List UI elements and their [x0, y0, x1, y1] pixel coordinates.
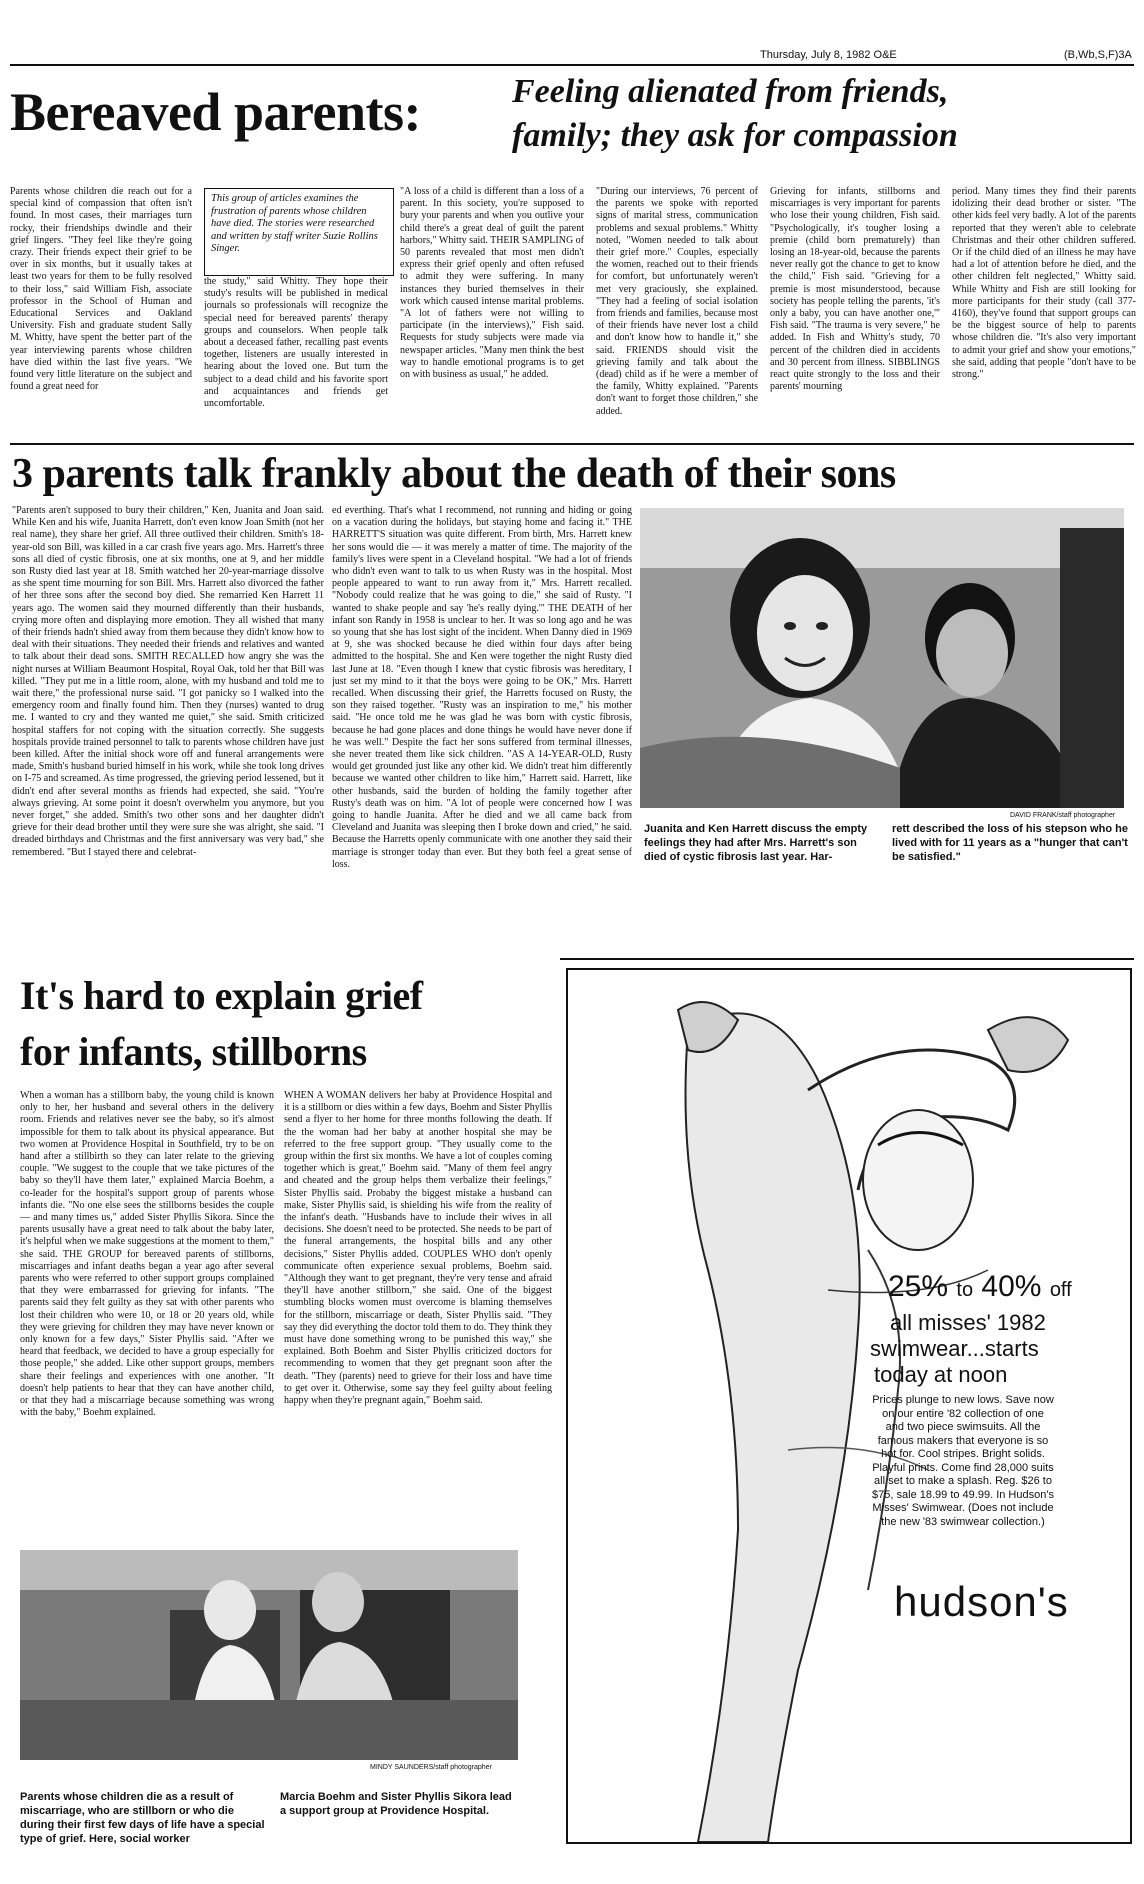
article3-headline: [20, 968, 423, 1080]
harrett-caption-a: Juanita and Ken Harrett discuss the empty feelings they had after Mrs. Harrett's son died of cystic fibrosis last year. Har-: [644, 823, 868, 863]
ad-body: Prices plunge to new lows. Save now on our entire '82 collection of one and two piece swimsuits. All the famous makers that everyone is so hot for. Cool stripes. Bright solids. Playful prints. Come find 28,000 suits all set to make a splash. Reg. $26 to $75, sale 18.99 to 49.99. In Hudson's Misses' Swimwear. (Does not include the new '83 swimwear collection.): [872, 1394, 1054, 1528]
intro-box: [204, 188, 394, 276]
article3-col1: When a woman has a stillborn baby, the young child is known only to her, her husband and several others in the delivery room. Friends and relatives never see the baby, so it's almost impossible for them to talk about its physical appearance. But two women at Providence Hospital in Southfield, try to be on hand after a stillbirth so they can later relate to the grieving couple. "We suggest to the couple that we take pictures of the baby so they'll have them later," explained Marcia Boehm, a co-leader for the hospital's support group of parents whose infants die. "No one else sees the stillborns besides the couple — and many times us," added Sister Phyllis Sikora. Since the parents ususally have a great need to talk about the baby later, it's helpful when we make suggestions at the moment to them," she said. THE GROUP for bereaved parents of stillborns, miscarriages and infant deaths began a year ago after several parents who were referred to other support groups complained that they were embarrassed for grieving for infants. "The parents said they felt guilty as they sat with other parents who lost their children who were 10, or 18 or 20 years old, while they were grieving for children they may have never known or only known for a few days," Sister Phyllis said. "After we heard that feedback, we decided to have a group especially for those people," she added. Like other support groups, members share their feelings and experiences with one another. "It doesn't help patients to hear that they can have another child, or that they had a miscarriage because something was wrong with the baby," Boehm explained.: [20, 1090, 274, 1419]
article1-subhead-line1: Feeling alienated from friends,: [512, 73, 949, 110]
edition-code: (B,Wb,S,F)3A: [1064, 49, 1132, 61]
ad-pct-high: 40%: [981, 1270, 1042, 1303]
article1-col2: the study," said Whitty. They hope their study's results will be published in medical journals so professionals will recognize the special need for bereaved parents' therapy groups and counselors. When people talk about a deceased father, recalling past events together, listeners are usually interested in hearing about the loved one. But turn the subject to a dead child and his favorite sport and acquaintances and friends get uncomfortable.: [204, 276, 388, 410]
support-group-photo: [20, 1550, 518, 1760]
harrett-photo-credit: DAVID FRANK/staff photographer: [1010, 812, 1116, 819]
ad-line3: swimwear...starts: [870, 1336, 1039, 1361]
article3-col2: WHEN A WOMAN delivers her baby at Providence Hospital and it is a stillborn or dies within a few days, Boehm and Sister Phyllis send a flyer to her home for three months following the death. If the the woman had her baby at another hospital she may be referred to the free support group. "They usually come to the group within the first six months. We have a lot of couples coming together which is great," Boehm said. "Many of them feel angry and cheated and the group helps them verbalize their feelings," Sister Phyllis said. Probaby the biggest mistake a husband can make, Sister Phyllis said, is shielding his wife from the reality of the infant's death. "Husbands have to include their wives in all decisions. She doesn't need to be protected. She needs to be part of the funeral arrangements, the hospital bills and any other decisions," Sister Phyllis added. COUPLES WHO don't openly communicate often experience sexual problems, Boehm said. "Although they want to get pregnant, they're very tense and afraid they'll have another stillborn," she said. One of the biggest stumbling blocks women must overcome is blaming themselves for the stillborn, miscarriage or death, Sister Phyllis said. "They say they did everything the doctor told them to do. They think they must have done something wrong to be punished this way," she explained. Both Boehm and Sister Phyllis criticized doctors for recommending to women that they get pregnant soon after the death. "They (parents) need to grieve for their loss and have time to get over it. Otherwise, some say they feel guilty about feeling happy when they're pregnant again," Boehm said.: [284, 1090, 552, 1407]
ad-brand-logo: hudson's: [894, 1578, 1069, 1625]
dateline: [760, 49, 897, 61]
article1-rule: [10, 443, 1134, 445]
article3-headline-line1: It's hard to explain grief: [20, 973, 423, 1018]
article1-col3: "A loss of a child is different than a loss of a parent. In this society, you're supposed to bury your parents and when you outlive your child there's a great deal of guilt the parent harbors," Whitty said. THEIR SAMPLING of 50 parents revealed that most men didn't express their grief openly and often refused to admit they were suffering. In many instances they buried themselves in their work which caused intense marital problems. "A lot of fathers were not willing to participate (in the interviews)," Fish said. Requests for study subjects were made via newspaper articles. "Many men think the best way to handle emotional programs is to get on with business as usual," he added.: [400, 186, 584, 381]
ad-line2: all misses' 1982: [890, 1310, 1046, 1335]
intro-box-text: This group of articles examines the frustration of parents whose children have died. The stories were researched and written by staff writer Suzie Rollins Singer.: [211, 193, 378, 254]
section-name: O&E: [873, 49, 897, 61]
ad-headline: [888, 1270, 1072, 1307]
support-group-photo-image: [20, 1550, 518, 1760]
support-group-caption-a: Parents whose children die as a result of miscarriage, who are stillborn or who die during their first few days of life have a special type of grief. Here, social worker: [20, 1791, 265, 1845]
hudsons-swimwear-ad: [566, 968, 1132, 1844]
ad-off-word: off: [1049, 1279, 1072, 1301]
support-group-caption-b: Marcia Boehm and Sister Phyllis Sikora lead a support group at Providence Hospital.: [280, 1791, 512, 1817]
article1-col4: "During our interviews, 76 percent of the parents we spoke with reported signs of marital stress, communication problems and sexual problems." Whitty noted, "Women needed to talk about their grief more." Couples, especially the women, reached out to their friends for comfort, but unfortunately weren't met very graciously, she explained. "They had a feeling of social isolation from friends and families, because most of their friends have never lost a child and don't know how to handle it," she said. FRIENDS should visit the grieving family and talk about the (dead) child as if he were a member of the family, Whitty explained. "Parents don't want to forget those children," she added.: [596, 186, 758, 417]
issue-date: Thursday, July 8, 1982: [760, 49, 871, 61]
article3-headline-line2: for infants, stillborns: [20, 1029, 367, 1074]
article1-subhead: [512, 70, 958, 158]
article2-headline: 3 parents talk frankly about the death of their sons: [12, 451, 896, 497]
ad-to-word: to: [956, 1279, 974, 1301]
harrett-photo: [640, 508, 1124, 808]
article1-col6: period. Many times they find their parents idolizing their dead brother or sister. "The other kids feel very badly. A lot of the parents reported that they weren't able to celebrate Christmas and their other children suffered. Or if the child died of an illness he may have had a lot of attention before he died, and the other children felt neglected," Whitty said. While Whitty and Fish are still looking for more participants for their study (call 377-4160), they've found that support groups can be the biggest source of help to parents whose children die. "It's also very important to admit your grief and show your emotions," she said, adding that people "don't have to be strong.": [952, 186, 1136, 381]
article1-col5: Grieving for infants, stillborns and miscarriages is very important for parents who lose their young children, Fish said. "Psychologically, it's tougher losing a premie (child born prematurely) than losing an 18-year-old, because the parents never really got the chance to get to know the child," Fish said. "Grieving for a premie is most misunderstood, because society has people telling the parents, 'it's only a baby, you can have another one,'" Fish said. "The trauma is very severe," he added. In Fish and Whitty's study, 70 percent of the children died in accidents and 30 percent from illness. SIBBLINGS react quite strongly to the loss and their parents' mourning: [770, 186, 940, 393]
header-rule: [10, 64, 1134, 66]
article2-rule: [560, 958, 1134, 960]
article1-col1: Parents whose children die reach out for a special kind of compassion that often isn't found. In most cases, their marriages turn rocky, their friendships dwindle and their grief lingers. "They feel like they're going crazy. Their friends expect their grief to be over in six months, but it usually takes at least two years for them to be fully resolved to their loss," said William Fish, associate professor in the School of Human and Educational Services and Oakland University. Fish and graduate student Sally M. Whitty, have spent the better part of the year interviewing parents whose children have died within the last five years. "We found very little literature on the subject and found a great need for: [10, 186, 192, 393]
article1-subhead-line2: family; they ask for compassion: [512, 117, 958, 154]
ad-pct-low: 25%: [888, 1270, 949, 1303]
support-group-photo-credit: MINDY SAUNDERS/staff photographer: [370, 1764, 492, 1771]
article2-col2: ed everthing. That's what I recommend, not running and hiding or going on a vacation during the holidays, but staying home and facing it." THE HARRETT'S situation was quite different. From birth, Mrs. Harrett knew her sons would die — it was merely a matter of time. The majority of the family's lives were spent in a Cleveland hospital. "We had a lot of friends who didn't even want to talk to us when Rusty was in the hospital. Most people appeared to want to run away from it," Mrs. Harrett recalled. "Nobody could realize that he was going to die," she said of Rusty. "I wanted to shake people and say 'he's really dying.'" THE DEATH of her infant son Randy in 1958 is unclear to her. It was so long ago and he was so young that she has lost sight of the incident. When Danny died in 1969 at 9, she was shocked because he died within four days after being admitted to the hospital. She and Ken were together the night Rusty died last June at 18. "Even though I knew that cystic fibrosis was hereditary, I just set my mind to it that the boys were going to be OK," Mrs. Harrett recalled. When discussing their grief, the Harretts focused on Rusty, the son they raised together. "Rusty was an inspiration to me," his mother said. "He once told me he was glad he was born with cystic fibrosis, because he had gone places and done things he would have never done if he was well." Despite the fact her sons suffered from terminal illnesses, she never treated them like sick children. "AS A 14-YEAR-OLD, Rusty would get grounded just like any other kid. We didn't treat him differently because we wanted other children to like him," Harrett said. Harrett, like other husbands, said the burden of holding the family together after Rusty's death was on him. "A lot of people were concerned how I was going to handle Juanita. After he died and we all came back from Cleveland and Juanita was sleeping then I broke down and cried," he said. Because the Harretts openly communicate with one another they said their marriage is stronger today than ever. But they both feel a great sense of loss.: [332, 505, 632, 870]
harrett-photo-image: [640, 508, 1124, 808]
article2-col1: "Parents aren't supposed to bury their children," Ken, Juanita and Joan said. While Ken and his wife, Juanita Harrett, don't even know Joan Smith (not her real name), they share her grief. All three outlived their children. Smith's 18-year-old son Bill, was killed in a car crash five years ago. Mrs. Harrett's three sons all died of cystic fibrosis, one at six months, one at 9, and her middle son Rusty died last year at 18. Smith watched her 20-year-marriage dissolve as she spent time mourning for son Bill. Mrs. Harrett also divorced the father of her three sons after the second boy died. She remarried Ken Harrett 11 years ago. The women said they mourned differently than their husbands, crying more often and displaying more emotion. They all wished that many of their friends hadn't shied away from them because they didn't know how to deal with their situations. They needed their friends and relatives and wanted to talk about their dead sons. SMITH RECALLED how angry she was the night nurses at William Beaumont Hospital, Royal Oak, told her that Bill was killed. "They put me in a little room, alone, with my husband and told me to wait there," the professional nurse said. "I got panicky so I walked into the emergency room and finally found him. Then they (nurses) wanted to drug me. I wanted to cry and they wanted me quiet," she said. Smith criticized hospital staffers for not coping with the situation correctly. She suggests hospitals provide trained personnel to talk to parents whose children have just been killed. After the initial shock wore off and funeral arrangements were made, Smith's husband buried himself in his work, while she took long drives on I-75 and screamed. As time progressed, the grieving period lessened, but it didn't end after several months as friends had expected, she said. "You're always grieving. At some point it doesn't overwhelm you anymore, but you never forget," she added. Smith's two other sons and her daughter didn't grieve for their dead brother until they were sure she was alright, she said. "I dreaded birthdays and Christmas and the first anniversary was very bad," she remembered. "But I stayed there and celebrat-: [12, 505, 324, 858]
harrett-caption-b: rett described the loss of his stepson who he lived with for 11 years as a "hunger that can't be satisfied.": [892, 823, 1128, 863]
ad-line4: today at noon: [874, 1362, 1008, 1387]
article1-headline: Bereaved parents:: [10, 82, 421, 142]
